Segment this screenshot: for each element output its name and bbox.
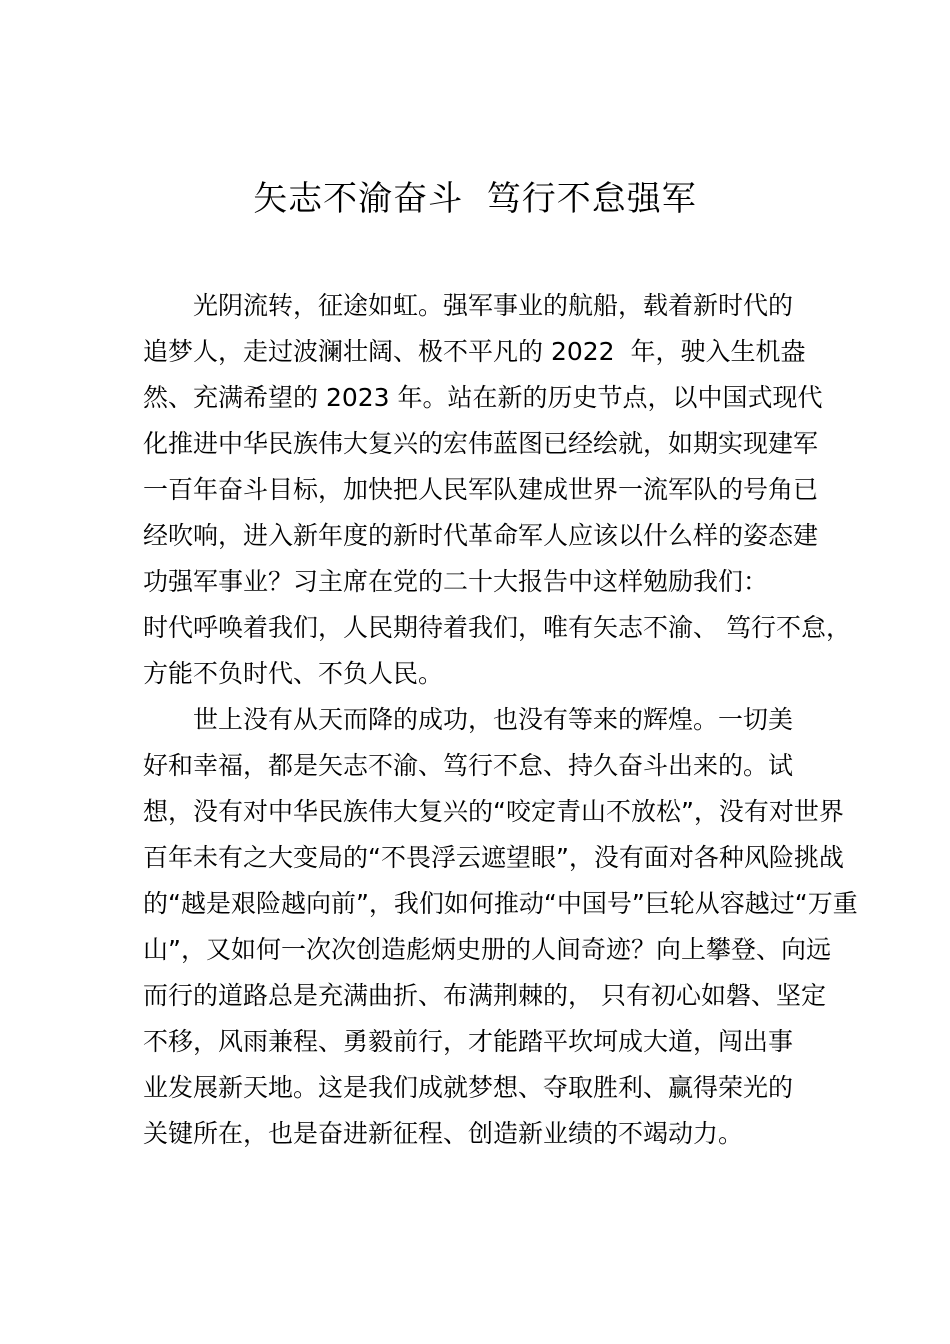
paragraph-line: 方能不负时代、不负人民。	[143, 659, 444, 688]
paragraph-line: 山”，又如何一次次创造彪炳史册的人间奇迹？向上攀登、向远	[143, 935, 831, 964]
paragraph-line: 追梦人，走过波澜壮阔、极不平凡的 2022 年，驶入生机盎	[143, 337, 806, 366]
document-body	[143, 283, 858, 1157]
paragraph-line: 不移，风雨兼程、勇毅前行，才能踏平坎坷成大道，闯出事	[143, 1027, 794, 1056]
paragraph-line: 光阴流转，征途如虹。强军事业的航船，载着新时代的	[193, 291, 794, 320]
paragraph-line: 然、充满希望的 2023 年。站在新的历史节点，以中国式现代	[143, 383, 823, 412]
paragraph-line: 业发展新天地。这是我们成就梦想、夺取胜利、赢得荣光的	[143, 1073, 794, 1102]
paragraph-line: 百年未有之大变局的“不畏浮云遮望眼”，没有面对各种风险挑战	[143, 843, 844, 872]
paragraph-line: 一百年奋斗目标，加快把人民军队建成世界一流军队的号角已	[143, 475, 819, 504]
paragraph-1	[143, 283, 851, 697]
paragraph-2	[143, 697, 858, 1157]
paragraph-line: 世上没有从天而降的成功，也没有等来的辉煌。一切美	[193, 705, 794, 734]
document-title: 矢志不渝奋斗 笃行不怠强军	[253, 179, 697, 219]
paragraph-line: 的“越是艰险越向前”，我们如何推动“中国号”巨轮从容越过“万重	[143, 889, 858, 918]
paragraph-line: 好和幸福，都是矢志不渝、笃行不怠、持久奋斗出来的。试	[143, 751, 794, 780]
paragraph-line: 而行的道路总是充满曲折、布满荆棘的， 只有初心如磐、坚定	[143, 981, 826, 1010]
paragraph-line: 想，没有对中华民族伟大复兴的“咬定青山不放松”，没有对世界	[143, 797, 844, 826]
paragraph-line: 化推进中华民族伟大复兴的宏伟蓝图已经绘就，如期实现建军	[143, 429, 819, 458]
paragraph-line: 时代呼唤着我们，人民期待着我们，唯有矢志不渝、 笃行不怠，	[143, 613, 851, 642]
paragraph-line: 经吹响，进入新年度的新时代革命军人应该以什么样的姿态建	[143, 521, 819, 550]
paragraph-line: 功强军事业？习主席在党的二十大报告中这样勉励我们：	[143, 567, 769, 596]
paragraph-line: 关键所在，也是奋进新征程、创造新业绩的不竭动力。	[143, 1119, 744, 1148]
